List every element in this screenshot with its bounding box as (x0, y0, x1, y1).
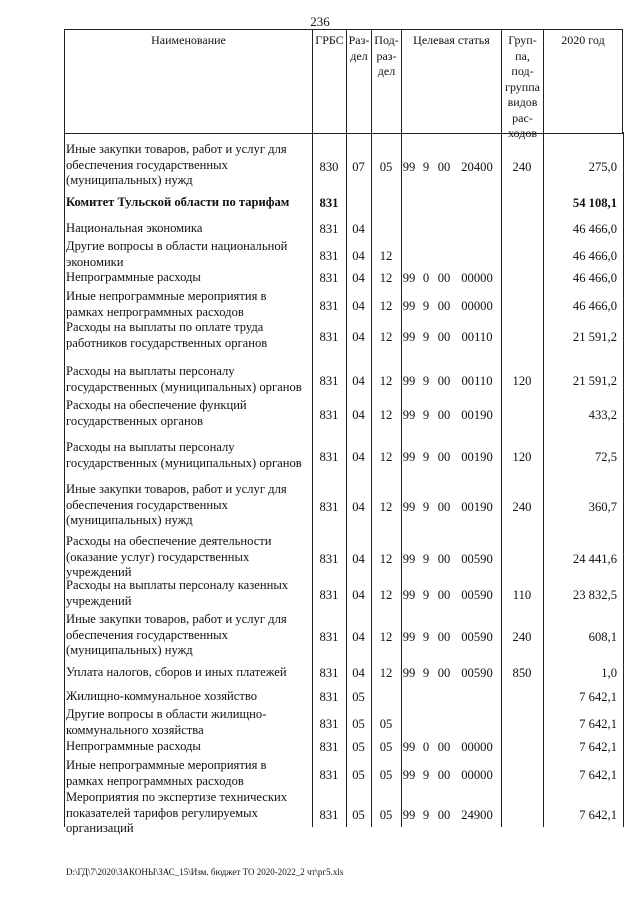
row-name (66, 320, 306, 351)
cell-t4: 24900 (461, 807, 493, 822)
cell-vr: 120 (512, 373, 532, 388)
cell-t2: 9 (422, 329, 430, 344)
cell-t1: 99 (402, 298, 416, 313)
cell-t1: 99 (402, 807, 416, 822)
cell-grbs: 831 (319, 587, 339, 602)
cell-amount: 7 642,1 (579, 740, 617, 754)
table-row (64, 578, 623, 608)
column-rule (64, 132, 65, 827)
cell-grbs: 831 (319, 271, 339, 285)
row-name-line: Расходы на обеспечение функций (66, 398, 247, 412)
cell-rz: 04 (352, 449, 365, 464)
cell-t3: 00 (437, 666, 451, 680)
table-row (64, 221, 623, 237)
row-name (66, 534, 306, 581)
cell-amount: 7 642,1 (579, 690, 617, 704)
cell-grbs: 831 (319, 629, 339, 644)
cell-pr: 12 (379, 329, 393, 344)
cell-t4: 00110 (461, 373, 493, 388)
file-path-footer: D:\ГД\7\2020\ЗАКОНЫ\ЗАС_15\Изм. бюджет ТО 2020-2022_2 чт\рг5.xls (66, 867, 344, 877)
cell-amount: 7 642,1 (579, 767, 617, 782)
header-target-article: Целевая статья (401, 30, 501, 133)
cell-t1: 99 (402, 329, 416, 344)
cell-grbs: 831 (319, 329, 339, 344)
cell-t4: 00190 (461, 499, 493, 514)
row-name-line: Мероприятия по экспертизе технических (66, 790, 288, 804)
column-rule (501, 132, 502, 827)
cell-t1: 99 (402, 666, 416, 680)
header-podrazdel: Под- раз- дел (371, 30, 401, 133)
table-row (64, 612, 623, 660)
cell-pr: 05 (379, 716, 393, 731)
cell-t2: 9 (422, 159, 430, 174)
row-name-line: Другие вопросы в области жилищно- (66, 707, 267, 721)
cell-grbs: 831 (319, 407, 339, 422)
row-name (66, 790, 306, 837)
cell-t3: 00 (437, 499, 451, 514)
cell-pr: 12 (379, 407, 393, 422)
cell-rz: 04 (352, 248, 365, 263)
cell-t4: 00000 (461, 271, 493, 285)
cell-pr: 12 (379, 449, 393, 464)
cell-amount: 275,0 (588, 159, 617, 174)
cell-t3: 00 (437, 740, 451, 754)
table-row (64, 270, 623, 286)
table-row (64, 440, 623, 470)
row-name (66, 665, 306, 681)
header-year-2020: 2020 год (543, 30, 623, 133)
table-row (64, 689, 623, 705)
cell-t2: 9 (422, 767, 430, 782)
cell-vr: 110 (512, 587, 532, 602)
cell-amount: 360,7 (588, 499, 617, 514)
row-name (66, 142, 306, 189)
cell-t1: 99 (402, 407, 416, 422)
row-name-line: Иные непрограммные мероприятия в (66, 289, 267, 303)
cell-pr: 12 (379, 629, 393, 644)
cell-t1: 99 (402, 767, 416, 782)
row-name-line: Расходы на выплаты персоналу (66, 364, 235, 378)
cell-t1: 99 (402, 159, 416, 174)
cell-grbs: 831 (319, 740, 339, 754)
column-rule (623, 132, 624, 827)
row-name-line: Расходы на выплаты по оплате труда (66, 320, 264, 334)
cell-pr: 12 (379, 248, 393, 263)
row-name (66, 195, 306, 211)
cell-pr: 12 (379, 499, 393, 514)
cell-amount: 21 591,2 (572, 373, 617, 388)
cell-t1: 99 (402, 499, 416, 514)
cell-t2: 9 (422, 551, 430, 566)
cell-t3: 00 (437, 807, 451, 822)
table-row (64, 320, 623, 350)
cell-grbs: 831 (319, 222, 339, 236)
cell-rz: 04 (352, 499, 365, 514)
row-name (66, 289, 306, 320)
row-name-line: Иные закупки товаров, работ и услуг для (66, 142, 287, 156)
table-row (64, 398, 623, 428)
cell-amount: 54 108,1 (572, 196, 617, 210)
row-name-line: работников государственных органов (66, 335, 268, 350)
cell-pr: 05 (379, 767, 393, 782)
row-name-line: коммунального хозяйства (66, 722, 204, 737)
row-name-line: Иные закупки товаров, работ и услуг для (66, 482, 287, 496)
cell-pr: 05 (379, 740, 393, 754)
cell-rz: 04 (352, 666, 365, 680)
cell-amount: 46 466,0 (572, 271, 617, 285)
cell-grbs: 831 (319, 499, 339, 514)
cell-t3: 00 (437, 298, 451, 313)
row-name (66, 364, 306, 395)
row-name-line: организаций (66, 821, 134, 835)
cell-rz: 04 (352, 298, 365, 313)
row-name (66, 398, 306, 429)
row-name (66, 739, 306, 755)
cell-t1: 99 (402, 551, 416, 566)
page-number: 236 (310, 14, 330, 29)
cell-rz: 04 (352, 329, 365, 344)
cell-rz: 04 (352, 587, 365, 602)
row-name (66, 758, 306, 789)
cell-t4: 00590 (461, 629, 493, 644)
cell-rz: 04 (352, 222, 365, 236)
cell-rz: 05 (352, 807, 365, 822)
cell-amount: 7 642,1 (579, 807, 617, 822)
row-name-line: Жилищно-коммунальное хозяйство (66, 689, 258, 703)
row-name-line: учреждений (66, 593, 132, 608)
cell-t2: 0 (422, 740, 430, 754)
cell-pr: 12 (379, 666, 393, 680)
cell-grbs: 831 (319, 449, 339, 464)
row-name-line: рамках непрограммных расходов (66, 304, 244, 319)
cell-rz: 05 (352, 716, 365, 731)
cell-t3: 00 (437, 551, 451, 566)
cell-rz: 07 (352, 159, 365, 174)
cell-t4: 00590 (461, 551, 493, 566)
cell-t3: 00 (437, 767, 451, 782)
row-name-line: Непрограммные расходы (66, 270, 201, 284)
cell-amount: 24 441,6 (572, 551, 617, 566)
cell-grbs: 831 (319, 373, 339, 388)
cell-rz: 04 (352, 629, 365, 644)
table-row (64, 534, 623, 582)
table-row (64, 665, 623, 683)
row-name-line: учреждений (66, 565, 132, 579)
cell-amount: 7 642,1 (579, 716, 617, 731)
row-name-line: Уплата налогов, сборов и иных платежей (66, 665, 287, 679)
cell-vr: 240 (512, 499, 532, 514)
cell-grbs: 831 (319, 807, 339, 822)
row-name (66, 707, 306, 738)
cell-grbs: 831 (319, 716, 339, 731)
row-name-line: (муниципальных) нужд (66, 513, 193, 527)
cell-rz: 05 (352, 690, 365, 704)
row-name (66, 239, 306, 270)
cell-amount: 23 832,5 (572, 587, 617, 602)
cell-t2: 9 (422, 298, 430, 313)
table-row (64, 142, 623, 190)
table-row (64, 707, 623, 737)
row-name (66, 440, 306, 471)
cell-t2: 9 (422, 807, 430, 822)
cell-t1: 99 (402, 629, 416, 644)
column-rule (346, 132, 347, 827)
row-name-line: обеспечения государственных (66, 497, 228, 512)
row-name-line: показателей тарифов регулируемых (66, 805, 258, 820)
cell-grbs: 831 (319, 196, 339, 210)
cell-t2: 0 (422, 271, 430, 285)
cell-t3: 00 (437, 271, 451, 285)
cell-t4: 00000 (461, 767, 493, 782)
cell-rz: 05 (352, 740, 365, 754)
column-rule (401, 132, 402, 827)
cell-t3: 00 (437, 159, 451, 174)
cell-t2: 9 (422, 587, 430, 602)
row-name-line: Иные непрограммные мероприятия в (66, 758, 267, 772)
table-row (64, 790, 623, 838)
cell-pr: 12 (379, 298, 393, 313)
row-name (66, 689, 306, 705)
row-name-line: Национальная экономика (66, 221, 203, 235)
header-grbs: ГРБС (312, 30, 346, 133)
row-name-line: (оказание услуг) государственных (66, 549, 250, 564)
cell-t4: 00000 (461, 298, 493, 313)
cell-amount: 46 466,0 (572, 298, 617, 313)
cell-t2: 9 (422, 407, 430, 422)
cell-pr: 12 (379, 587, 393, 602)
cell-amount: 46 466,0 (572, 248, 617, 263)
row-name (66, 482, 306, 529)
row-name-line: экономики (66, 254, 124, 269)
cell-vr: 120 (512, 449, 532, 464)
cell-t1: 99 (402, 740, 416, 754)
row-name-line: Расходы на выплаты персоналу (66, 440, 235, 454)
cell-t2: 9 (422, 629, 430, 644)
table-row (64, 289, 623, 319)
cell-t3: 00 (437, 629, 451, 644)
header-razdel: Раз- дел (346, 30, 371, 133)
cell-t1: 99 (402, 449, 416, 464)
cell-t3: 00 (437, 449, 451, 464)
row-name-line: Другие вопросы в области национальной (66, 239, 288, 253)
cell-t4: 00590 (461, 587, 493, 602)
cell-t4: 00590 (461, 666, 493, 680)
row-name-line: государственных (муниципальных) органов (66, 379, 302, 394)
row-name-line: Расходы на обеспечение деятельности (66, 534, 272, 548)
cell-rz: 05 (352, 767, 365, 782)
cell-vr: 850 (512, 666, 532, 680)
cell-grbs: 831 (319, 690, 339, 704)
row-name (66, 612, 306, 659)
table-row (64, 739, 623, 755)
table-header (64, 29, 623, 140)
cell-rz: 04 (352, 407, 365, 422)
cell-t2: 9 (422, 449, 430, 464)
table-row (64, 364, 623, 394)
row-name-line: Непрограммные расходы (66, 739, 201, 753)
header-expense-group: Груп- па, под- группа видов рас- ходов (501, 30, 543, 133)
row-name (66, 578, 306, 609)
column-rule (312, 132, 313, 827)
cell-amount: 433,2 (588, 407, 617, 422)
table-row (64, 758, 623, 788)
table-row (64, 482, 623, 530)
cell-t4: 00000 (461, 740, 493, 754)
cell-pr: 05 (379, 807, 393, 822)
cell-grbs: 831 (319, 248, 339, 263)
cell-t2: 9 (422, 666, 430, 680)
cell-t3: 00 (437, 373, 451, 388)
cell-t2: 9 (422, 373, 430, 388)
cell-amount: 1,0 (601, 666, 617, 680)
cell-pr: 12 (379, 551, 393, 566)
cell-amount: 72,5 (594, 449, 617, 464)
cell-grbs: 831 (319, 298, 339, 313)
column-rule (543, 132, 544, 827)
cell-rz: 04 (352, 271, 365, 285)
cell-t2: 9 (422, 499, 430, 514)
cell-pr: 12 (379, 271, 393, 285)
cell-grbs: 830 (319, 159, 339, 174)
cell-grbs: 831 (319, 767, 339, 782)
cell-t4: 20400 (461, 159, 493, 174)
cell-vr: 240 (512, 629, 532, 644)
header-name: Наименование (64, 30, 312, 133)
row-name-line: рамках непрограммных расходов (66, 773, 244, 788)
cell-t3: 00 (437, 407, 451, 422)
cell-rz: 04 (352, 551, 365, 566)
row-name-line: Иные закупки товаров, работ и услуг для (66, 612, 287, 626)
row-name-line: государственных органов (66, 413, 203, 428)
row-name-line: (муниципальных) нужд (66, 643, 193, 657)
row-name-line: (муниципальных) нужд (66, 173, 193, 187)
cell-t4: 00190 (461, 407, 493, 422)
cell-t3: 00 (437, 587, 451, 602)
row-name-line: Расходы на выплаты персоналу казенных (66, 578, 289, 592)
cell-t1: 99 (402, 271, 416, 285)
row-name (66, 270, 306, 286)
cell-amount: 608,1 (588, 629, 617, 644)
row-name-line: государственных (муниципальных) органов (66, 455, 302, 470)
cell-vr: 240 (512, 159, 532, 174)
cell-grbs: 831 (319, 551, 339, 566)
cell-pr: 12 (379, 373, 393, 388)
cell-t3: 00 (437, 329, 451, 344)
row-name-line: Комитет Тульской области по тарифам (66, 195, 290, 209)
row-name-line: обеспечения государственных (66, 627, 228, 642)
cell-grbs: 831 (319, 666, 339, 680)
cell-t1: 99 (402, 587, 416, 602)
table-row (64, 239, 623, 269)
cell-amount: 21 591,2 (572, 329, 617, 344)
cell-pr: 05 (379, 159, 393, 174)
cell-t1: 99 (402, 373, 416, 388)
cell-t4: 00190 (461, 449, 493, 464)
cell-rz: 04 (352, 373, 365, 388)
table-row (64, 195, 623, 213)
cell-t4: 00110 (461, 329, 493, 344)
row-name-line: обеспечения государственных (66, 157, 228, 172)
column-rule (371, 132, 372, 827)
cell-amount: 46 466,0 (572, 222, 617, 236)
row-name (66, 221, 306, 237)
